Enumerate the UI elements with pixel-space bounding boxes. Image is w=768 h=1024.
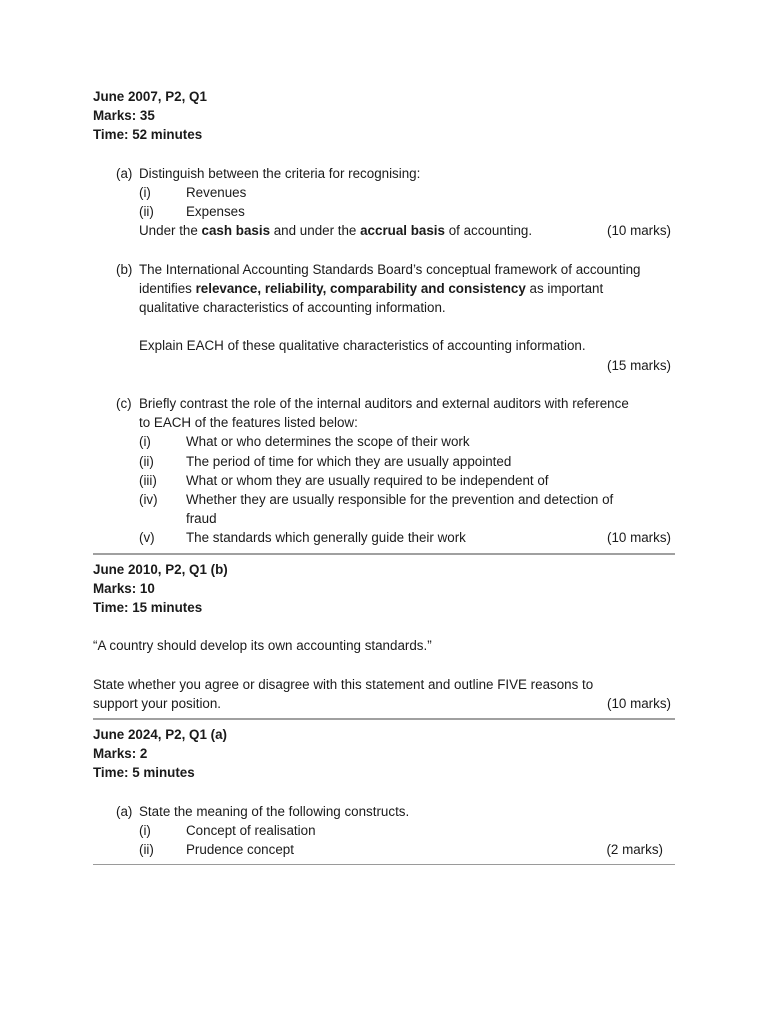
sub-item-text: Prudence concept [186,842,294,858]
sub-item-text: Whether they are usually responsible for the prevention and detection of [186,491,614,507]
sub-item-number: (iii) [139,472,157,488]
part-label: (a) [116,803,133,819]
sub-item-text: Revenues [186,184,247,200]
sub-item-number: (i) [139,184,151,200]
characteristics-terms: relevance, reliability, comparability and consistency [195,280,526,296]
sub-item-text: The period of time for which they are usually appointed [186,453,512,469]
part-label: (a) [116,165,133,181]
part-text: The International Accounting Standards Board’s conceptual framework of accounting [139,261,641,277]
sub-item-continuation: fraud [186,511,217,527]
section-divider [93,864,675,865]
sub-item [93,183,675,202]
sub-item-text: Concept of realisation [186,822,316,838]
part-b-line1 [93,260,675,279]
instruction-line1: State whether you agree or disagree with this statement and outline FIVE reasons to [93,676,594,692]
question-marks: Marks: 10 [93,580,155,596]
question-title: June 2010, P2, Q1 (b) [93,561,228,577]
sub-item [93,840,675,859]
text-run: as important [525,280,604,296]
question-block-2024 [93,725,675,859]
part-b-line2 [93,279,675,298]
accrual-basis-term: accrual basis [360,223,445,239]
part-marks: (2 marks) [606,842,663,858]
sub-item-text: Expenses [186,204,245,220]
sub-item-number: (ii) [139,842,154,858]
part-c-line2: to EACH of the features listed below: [139,415,358,431]
part-marks: (15 marks) [607,357,671,373]
question-time: Time: 5 minutes [93,765,195,781]
text-run: support your position. [93,695,222,711]
part-marks: (10 marks) [607,695,671,711]
instruction-line2 [93,694,675,713]
section-divider [93,553,675,555]
sub-item-number: (i) [139,822,151,838]
sub-item [93,471,675,490]
part-marks: (10 marks) [607,530,671,546]
sub-item-number: (ii) [139,453,154,469]
part-b-line3: qualitative characteristics of accounting information. [139,300,446,316]
sub-item [93,432,675,451]
part-a-prompt [93,802,675,821]
part-text: State the meaning of the following constructs. [139,803,410,819]
sub-item [93,202,675,221]
part-b-explain: Explain EACH of these qualitative characteristics of accounting information. [139,338,586,354]
sub-item [93,490,675,509]
question-block-2010 [93,560,675,714]
part-b-marks-line [93,356,675,375]
part-marks: (10 marks) [607,223,671,239]
question-marks: Marks: 2 [93,746,148,762]
part-label: (b) [116,261,133,277]
question-block-2007 [93,87,675,548]
sub-item [93,528,675,547]
sub-item-number: (iv) [139,491,158,507]
part-a-prompt [93,164,675,183]
question-marks: Marks: 35 [93,108,155,124]
question-time: Time: 52 minutes [93,127,203,143]
part-text: Briefly contrast the role of the internal auditors and external auditors with reference [139,396,629,411]
sub-item-text: What or who determines the scope of their work [186,434,470,450]
question-title: June 2007, P2, Q1 [93,89,207,104]
text-run: Under the [139,223,202,239]
part-label: (c) [116,396,132,411]
sub-item-text: What or whom they are usually required to be independent of [186,472,549,488]
text-run: of accounting. [444,223,533,239]
text-run: and under the [270,223,361,239]
question-time: Time: 15 minutes [93,599,203,615]
sub-item-number: (i) [139,434,151,450]
exam-questions-page [93,87,675,870]
sub-item [93,452,675,471]
text-run: identifies [139,280,196,296]
cash-basis-term: cash basis [201,223,271,239]
sub-item-number: (ii) [139,204,154,220]
part-text: Distinguish between the criteria for recognising: [139,165,421,181]
sub-item-number: (v) [139,530,155,546]
section-divider [93,718,675,720]
sub-item [93,821,675,840]
sub-item-text: The standards which generally guide their work [186,530,466,546]
part-c-line1 [93,394,675,413]
question-title: June 2024, P2, Q1 (a) [93,727,227,742]
statement-quote: “A country should develop its own accounting standards.” [93,638,432,654]
part-a-basis-line [93,221,675,240]
